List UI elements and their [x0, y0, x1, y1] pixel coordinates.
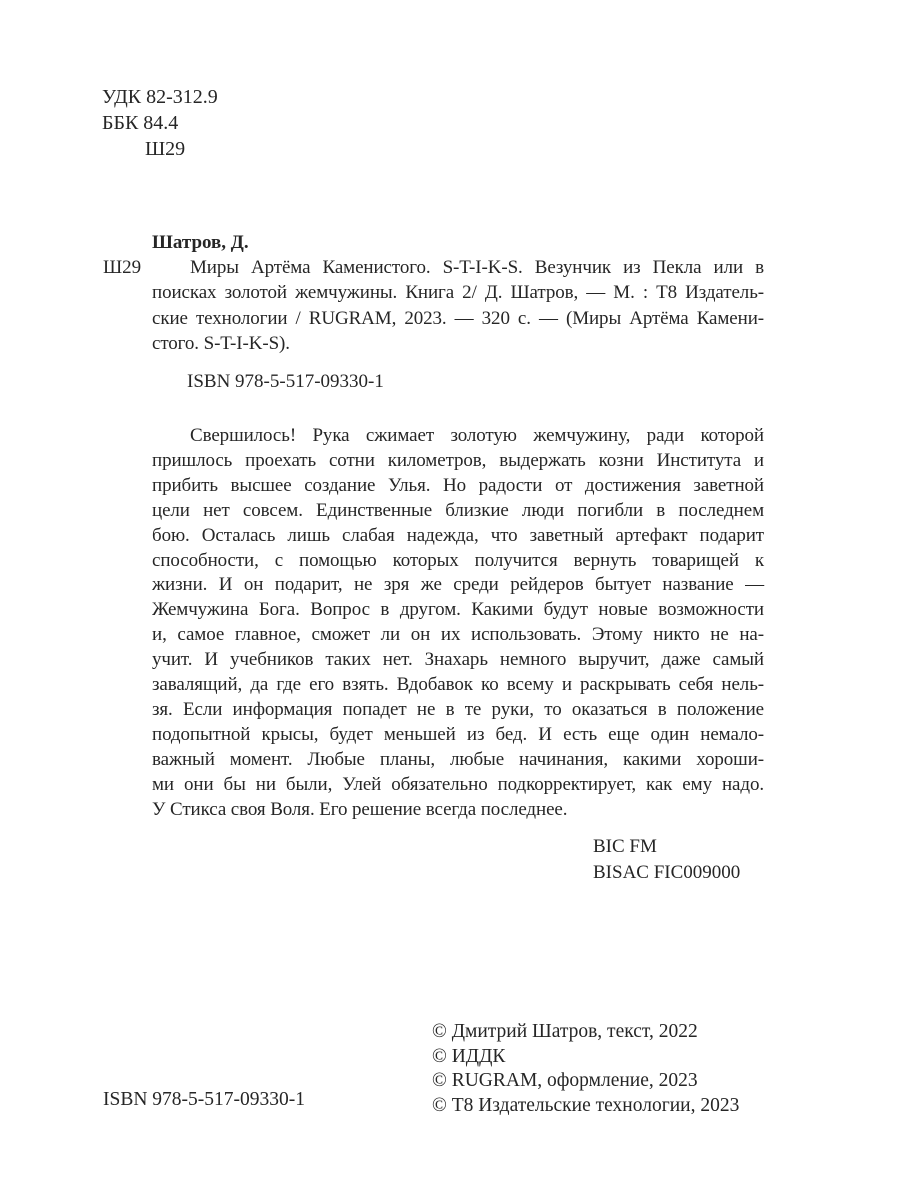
copyright-line: © Т8 Издательские технологии, 2023	[432, 1094, 740, 1116]
catalog-author: Шатров, Д.	[152, 232, 249, 253]
annotation-line: У Стикса своя Воля. Его решение всегда последнее.	[152, 798, 568, 820]
catalog-margin-code: Ш29	[103, 257, 142, 278]
annotation-line: Свершилось! Рука сжимает золотую жемчужину, ради которой	[190, 425, 764, 446]
annotation-paragraph	[152, 424, 764, 823]
bic-code: BIC FM	[593, 836, 657, 857]
annotation-line: пришлось проехать сотни километров, выдержать козни Института и	[152, 449, 764, 471]
annotation-line: способности, с помощью которых получится вернуть товарищей к	[152, 549, 764, 571]
catalog-description-line: стого. S-T-I-K-S).	[152, 332, 290, 354]
catalog-card	[103, 230, 764, 356]
copyright-list	[432, 1020, 739, 1118]
annotation-line: Жемчужина Бога. Вопрос в другом. Какими будут новые возможности	[152, 599, 764, 621]
annotation-line: завалящий, да где его взять. Вдобавок ко всему и раскрывать себя нель-	[152, 674, 764, 696]
annotation-line: подопытной крысы, будет меньшей из бед. И есть еще один немало-	[152, 723, 764, 745]
author-sign-code: Ш29	[145, 138, 186, 160]
annotation-line: важный момент. Любые планы, любые начинания, какими хороши-	[152, 748, 764, 770]
catalog-description-line: Миры Артёма Каменистого. S-T-I-K-S. Везунчик из Пекла или в	[190, 257, 764, 279]
annotation-line: жизни. И он подарит, не зря же среди рейдеров бытует название —	[152, 574, 764, 596]
annotation-line: зя. Если информация попадет не в те руки, то оказаться в положение	[152, 698, 764, 720]
annotation-line: и, самое главное, сможет ли он их использовать. Этому никто не на-	[152, 624, 764, 646]
annotation-line: ми они бы ни были, Улей обязательно подкорректирует, как ему надо.	[152, 773, 764, 795]
isbn-bottom: ISBN 978-5-517-09330-1	[103, 1089, 306, 1110]
udk-bbk-block	[102, 84, 218, 162]
annotation-line: бою. Осталась лишь слабая надежда, что заветный артефакт подарит	[152, 524, 764, 546]
udk-code: УДК 82-312.9	[102, 86, 218, 108]
bbk-code: ББК 84.4	[102, 112, 179, 134]
copyright-line: © RUGRAM, оформление, 2023	[432, 1070, 698, 1092]
catalog-description	[152, 255, 764, 356]
annotation-line: учит. И учебников таких нет. Знахарь немного выручит, даже самый	[152, 649, 764, 671]
copyright-line: © ИДДК	[432, 1045, 506, 1067]
copyright-line: © Дмитрий Шатров, текст, 2022	[432, 1021, 698, 1042]
annotation-line: прибить высшее создание Улья. Но радости от достижения заветной	[152, 474, 764, 496]
annotation-line: цели нет совсем. Единственные близкие люди погибли в последнем	[152, 499, 764, 521]
isbn-top: ISBN 978-5-517-09330-1	[187, 371, 384, 392]
catalog-description-line: ские технологии / RUGRAM, 2023. — 320 с. — (Миры Артёма Камени-	[152, 307, 764, 329]
bisac-code: BISAC FIC009000	[593, 861, 741, 883]
classification-codes	[593, 834, 740, 885]
catalog-description-line: поисках золотой жемчужины. Книга 2/ Д. Шатров, — М. : Т8 Издатель-	[152, 282, 764, 304]
